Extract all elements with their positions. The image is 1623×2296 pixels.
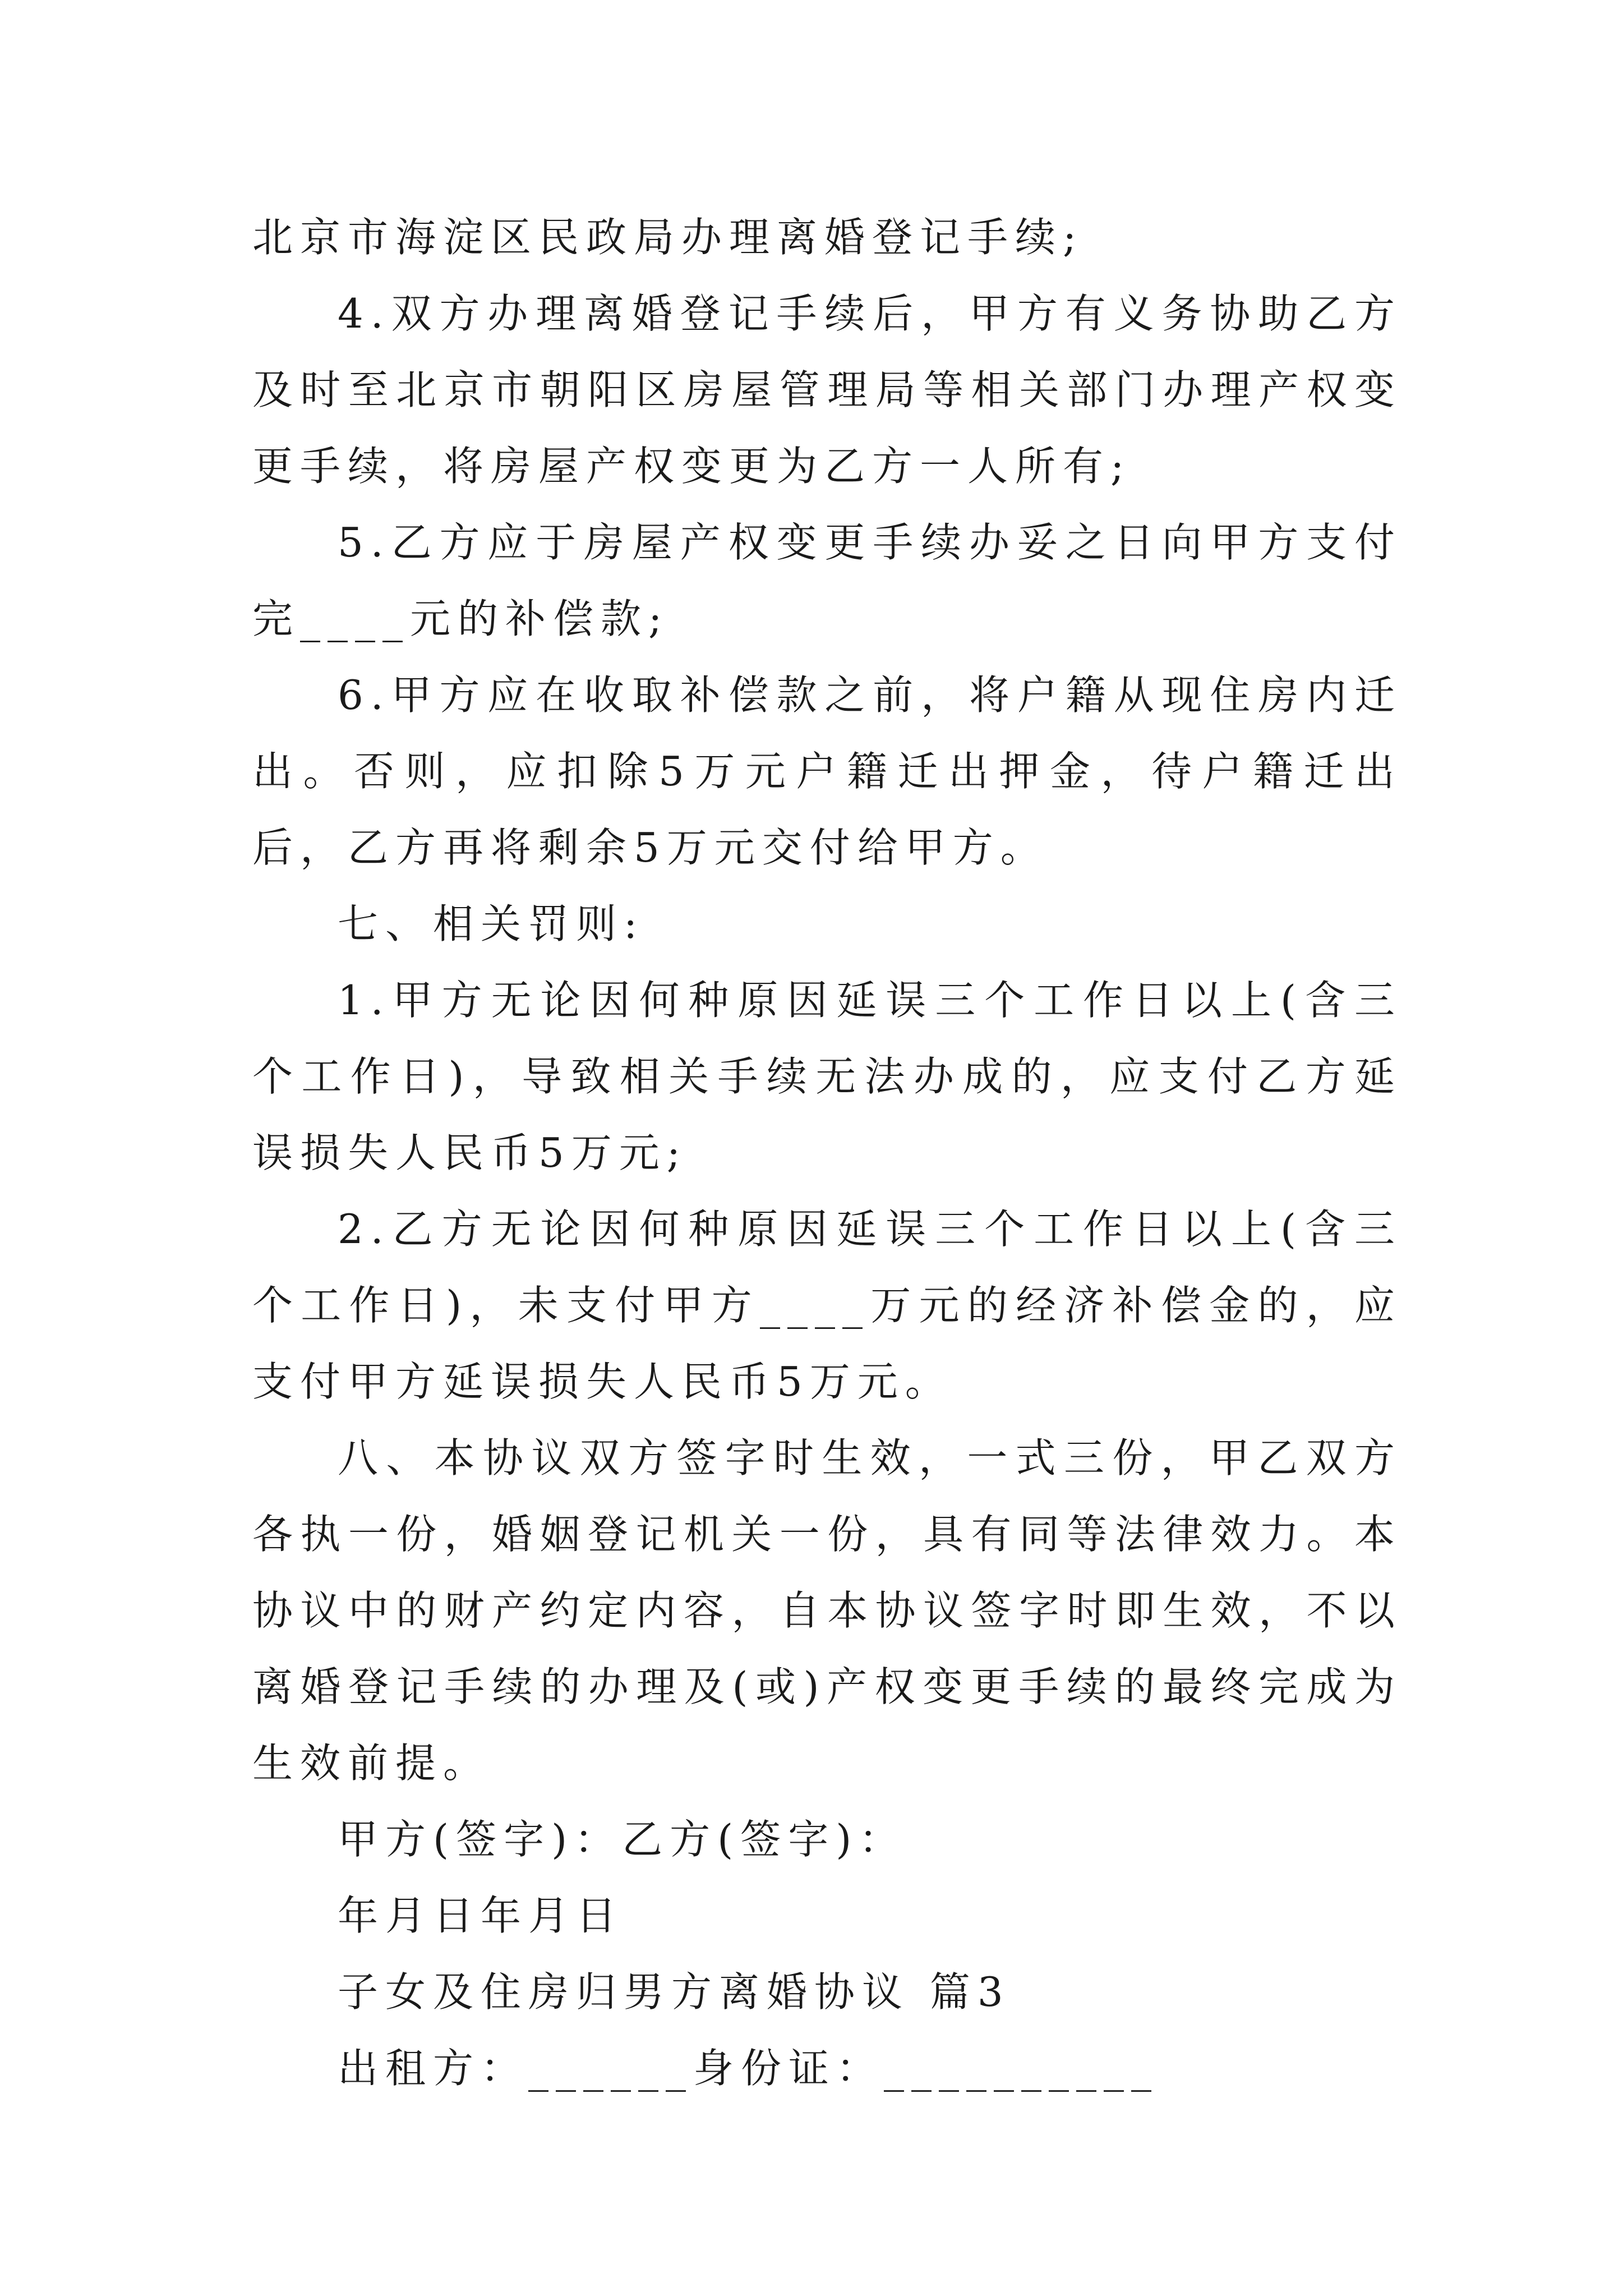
paragraph-penalty-2-party-b: 2.乙方无论因何种原因延误三个工作日以上(含三个工作日)，未支付甲方____万元的经济补偿金的，应支付甲方延误损失人民币5万元。 [252,1205,1402,1405]
paragraph-clause-4-title-transfer: 4.双方办理离婚登记手续后，甲方有义务协助乙方及时至北京市朝阳区房屋管理局等相关部门办理产权变更手续，将房屋产权变更为乙方一人所有; [252,290,1402,490]
paragraph-section-8-effectiveness: 八、本协议双方签字时生效，一式三份，甲乙双方各执一份，婚姻登记机关一份，具有同等法律效力。本协议中的财产约定内容，自本协议签字时即生效，不以离婚登记手续的办理及(或)产权变更手续的最终完成为生效前提。 [252,1434,1402,1787]
date-line: 年月日年月日 [338,1892,624,1939]
section-heading-penalties: 七、相关罚则: [338,900,645,947]
signature-line: 甲方(签字)：乙方(签字)： [338,1816,907,1863]
paragraph-registration-office: 北京市海淀区民政局办理离婚登记手续; [252,214,1084,261]
paragraph-penalty-1-party-a: 1.甲方无论因何种原因延误三个工作日以上(含三个工作日)，导致相关手续无法办成的，应支付乙方延误损失人民币5万元; [252,977,1402,1176]
document-body [252,199,1402,2106]
paragraph-clause-5-compensation: 5.乙方应于房屋产权变更手续办妥之日向甲方支付完____元的补偿款; [252,519,1402,642]
lessor-id-line: 出租方：______身份证：__________ [338,2045,1159,2092]
paragraph-clause-6-household-registration: 6.甲方应在收取补偿款之前，将户籍从现住房内迁出。否则，应扣除5万元户籍迁出押金，待户籍迁出后，乙方再将剩余5万元交付给甲方。 [252,671,1402,871]
article-heading-part-3: 子女及住房归男方离婚协议 篇3 [338,1968,1011,2016]
